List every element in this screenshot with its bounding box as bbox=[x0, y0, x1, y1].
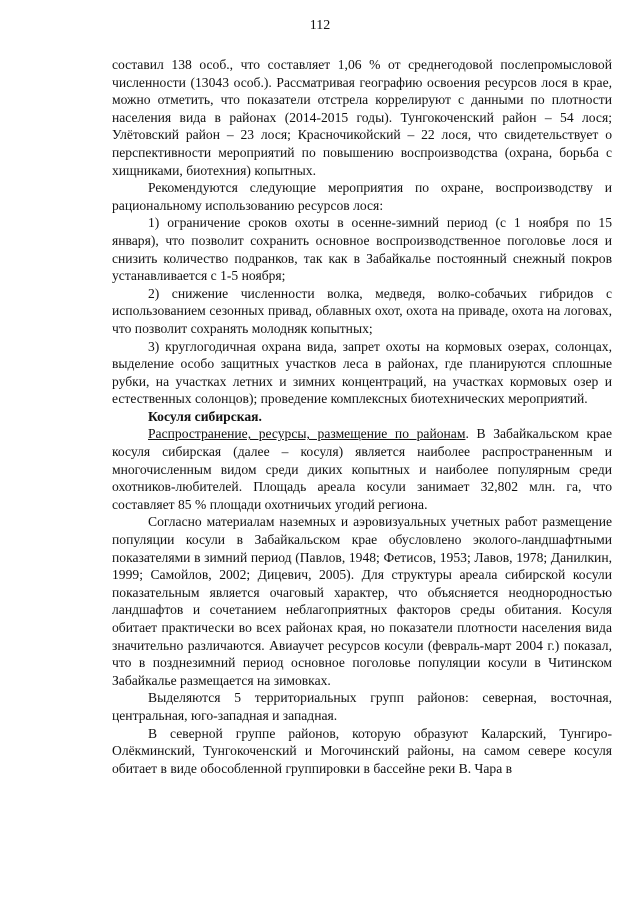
paragraph bbox=[112, 425, 612, 513]
list-item: 2) снижение численности волка, медведя, волко-собачьих гибридов с использованием сезонных привад, облавных охот, охота на приваде, охота на логовах, что позволит сохранять молодняк копытных; bbox=[112, 285, 612, 336]
paragraph: В северной группе районов, которую образуют Каларский, Тунгиро-Олёкминский, Тунгокоченский и Могочинский районы, на самом севере косуля обитает в виде обособленной группировки в бассейне реки В. Чара в bbox=[112, 725, 612, 776]
list-item: 3) круглогодичная охрана вида, запрет охоты на кормовых озерах, солонцах, выделение особо защитных участков леса в районах, где планируются сплошные рубки, на участках летних и зимних концентраций, на участках кормовых озер и естественных солонцов); проведение комплексных биотехнических мероприятий. bbox=[112, 338, 612, 407]
page-number: 112 bbox=[309, 18, 331, 33]
paragraph: составил 138 особ., что составляет 1,06 % от среднегодовой послепромысловой численности (13043 особ.). Рассматривая географию освоения ресурсов лося в крае, можно отметить, что показатели отстрела коррелируют с данными по плотности населения вида в районах (2014-2015 годы). Тунгокоченский район – 54 лося; Улётовский район – 23 лося; Красночикойский – 22 лося, что свидетельствует о перспективности мероприятий по повышению воспроизводства (охрана, борьба с хищниками, биотехния) копытных. bbox=[112, 57, 612, 178]
section-heading: Косуля сибирская. bbox=[148, 408, 262, 424]
paragraph-text: . В Забайкальском крае косуля сибирская (далее – косуля) является наиболее распространенным и многочисленным видом среди диких копытных и наиболее популярным среди охотников-любителей. Площадь ареала косули занимает 32,802 млн. га, что составляет 85 % площади охотничьих угодий региона. bbox=[112, 426, 612, 512]
subsection-title: Распространение, ресурсы, размещение по районам bbox=[148, 426, 466, 442]
paragraph: Выделяются 5 территориальных групп районов: северная, восточная, центральная, юго-западная и западная. bbox=[112, 690, 612, 723]
page-body bbox=[112, 56, 612, 777]
paragraph: Рекомендуются следующие мероприятия по охране, воспроизводству и рациональному использованию ресурсов лося: bbox=[112, 180, 612, 213]
list-item: 1) ограничение сроков охоты в осенне-зимний период (с 1 ноября по 15 января), что позволит сохранить основное воспроизводственное поголовье лося и снизить количество подранков, так как в Забайкалье постоянный снежный покров устанавливается с 1-5 ноября; bbox=[112, 215, 612, 284]
paragraph: Согласно материалам наземных и аэровизуальных учетных работ размещение популяции косули в Забайкальском крае обусловлено эколого-ландшафтными показателями в зимний период (Павлов, 1948; Фетисов, 1953; Лавов, 1978; Данилкин, 1999; Самойлов, 2002; Дицевич, 2005). Для структуры ареала сибирской косули показательным является очаговый характер, что объясняется неоднородностью ландшафтов и сочетанием неблагоприятных факторов среды обитания. Косуля обитает практически во всех районах края, но показатели плотности населения вида значительно различаются. Авиаучет ресурсов косули (февраль-март 2004 г.) показал, что в позднезимний период основное поголовье популяции косули в Читинском Забайкалье размещается на зимовках. bbox=[112, 514, 612, 688]
